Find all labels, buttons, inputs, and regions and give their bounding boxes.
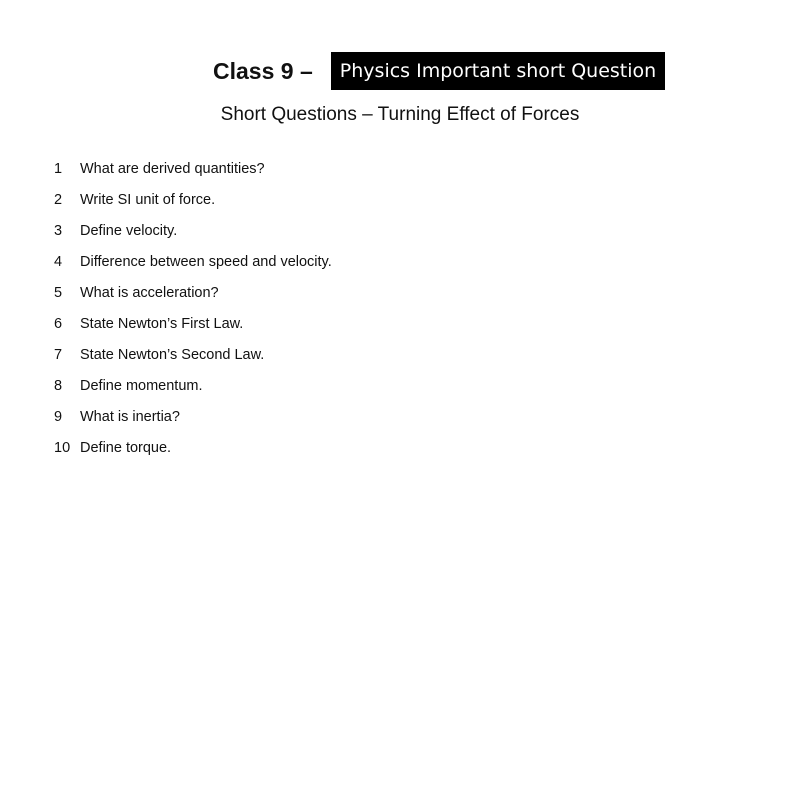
question-number: 8 [54, 378, 63, 394]
question-number: 4 [54, 254, 63, 270]
question-number: 3 [54, 223, 63, 239]
class-label: Class 9 – [213, 58, 313, 84]
question-text: Define torque. [80, 440, 172, 456]
question-number: 1 [54, 161, 63, 177]
question-text: Define momentum. [80, 378, 203, 394]
question-text: Difference between speed and velocity. [80, 254, 332, 270]
question-text: Define velocity. [80, 223, 178, 239]
question-text: Write SI unit of force. [80, 192, 216, 208]
list-item [54, 407, 332, 438]
question-number: 7 [54, 347, 63, 363]
list-item [54, 345, 332, 376]
list-item [54, 314, 332, 345]
list-item [54, 283, 332, 314]
boxed-title: Physics Important short Question [331, 52, 665, 90]
list-item [54, 252, 332, 283]
list-item [54, 221, 332, 252]
list-item [54, 438, 332, 469]
subtitle: Short Questions – Turning Effect of Forces [220, 104, 580, 125]
question-number: 9 [54, 409, 63, 425]
list-item [54, 376, 332, 407]
question-list [54, 159, 332, 469]
question-number: 10 [54, 440, 71, 456]
question-number: 2 [54, 192, 63, 208]
question-text: What is inertia? [80, 409, 180, 425]
question-text: State Newton’s Second Law. [80, 347, 265, 363]
question-text: What is acceleration? [80, 285, 219, 301]
list-item [54, 190, 332, 221]
question-number: 6 [54, 316, 63, 332]
question-text: What are derived quantities? [80, 161, 265, 177]
question-number: 5 [54, 285, 63, 301]
list-item [54, 159, 332, 190]
question-text: State Newton’s First Law. [80, 316, 244, 332]
